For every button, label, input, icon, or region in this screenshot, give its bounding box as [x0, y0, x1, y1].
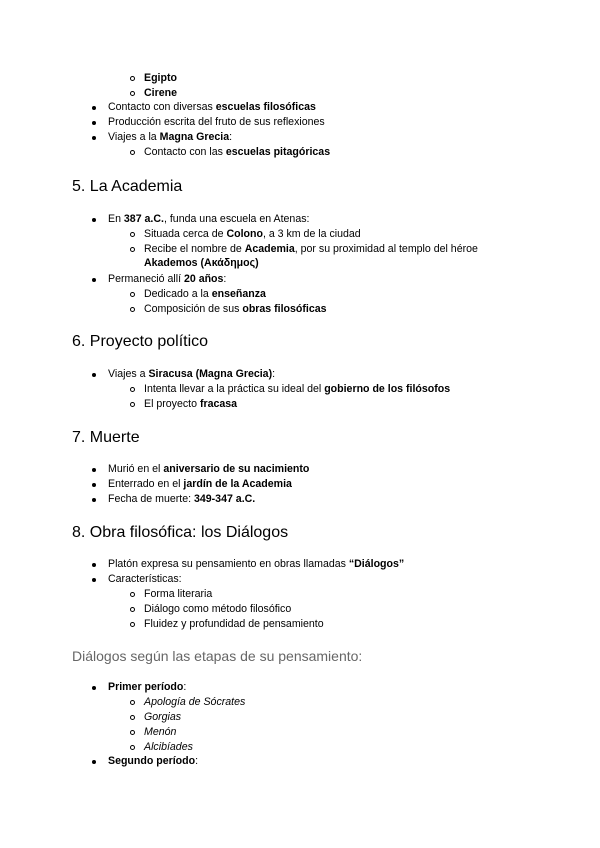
item-bold: Colono	[226, 228, 263, 240]
list-item	[144, 398, 237, 411]
list-item	[144, 726, 176, 739]
list-item	[144, 288, 266, 301]
item-text: Composición de sus	[144, 303, 243, 315]
item-text: Diálogo como método filosófico	[144, 603, 292, 615]
list-item	[108, 681, 186, 694]
list-item	[108, 755, 198, 768]
list-item	[108, 463, 309, 476]
list-item	[144, 603, 291, 616]
list-item	[108, 478, 292, 491]
disc-bullet-icon	[92, 373, 96, 377]
list-item	[108, 131, 232, 144]
item-text: El proyecto	[144, 398, 200, 410]
item-text: Permaneció allí	[108, 273, 184, 285]
item-bold: “Diálogos”	[348, 558, 405, 570]
item-bold: jardín de la Academia	[183, 478, 292, 490]
item-bold: 20 años	[183, 273, 224, 285]
section-heading: 6. Proyecto político	[72, 333, 209, 350]
item-text: , a 3 km de la ciudad	[262, 228, 361, 240]
item-italic: Apología de Sócrates	[144, 696, 246, 708]
list-item	[108, 493, 255, 506]
item-bold: Akademos (Ακάδημος)	[144, 257, 259, 269]
list-item	[108, 558, 404, 571]
item-text: Murió en el	[108, 463, 164, 475]
item-bold: enseñanza	[211, 288, 266, 300]
item-bold: Primer período	[108, 681, 184, 693]
item-text: :	[272, 368, 276, 380]
circle-bullet-icon	[130, 91, 135, 96]
circle-bullet-icon	[130, 607, 135, 612]
list-item	[108, 116, 325, 129]
list-item	[144, 741, 193, 754]
list-item	[108, 101, 316, 114]
circle-bullet-icon	[130, 700, 135, 705]
list-item	[144, 87, 177, 100]
item-bold: Academia	[244, 243, 295, 255]
circle-bullet-icon	[130, 622, 135, 627]
list-item	[108, 273, 226, 286]
item-text: Producción escrita del fruto de sus reflexiones	[108, 116, 325, 128]
disc-bullet-icon	[92, 563, 96, 567]
item-bold: Siracusa (Magna Grecia)	[148, 368, 273, 380]
item-bold: obras filosóficas	[242, 303, 327, 315]
list-item	[144, 696, 245, 709]
item-bold: 349-347 a.C.	[193, 493, 256, 505]
item-text: Enterrado en el	[108, 478, 184, 490]
item-text: Contacto con las	[144, 146, 226, 158]
item-text: Características:	[108, 573, 182, 585]
item-text: :	[229, 131, 233, 143]
item-text: Contacto con diversas	[108, 101, 216, 113]
item-bold: escuelas pitagóricas	[225, 146, 331, 158]
disc-bullet-icon	[92, 468, 96, 472]
item-text: Situada cerca de	[144, 228, 227, 240]
disc-bullet-icon	[92, 578, 96, 582]
item-bold: 387 a.C.	[123, 213, 164, 225]
section-heading: 5. La Academia	[72, 178, 183, 195]
list-item-continuation	[144, 257, 259, 270]
disc-bullet-icon	[92, 136, 96, 140]
list-item	[144, 146, 330, 159]
item-text: Cirene	[144, 87, 177, 99]
disc-bullet-icon	[92, 498, 96, 502]
item-text: Intenta llevar a la práctica su ideal del	[144, 383, 325, 395]
item-italic: Menón	[144, 726, 177, 738]
list-item	[144, 303, 327, 316]
circle-bullet-icon	[130, 76, 135, 81]
disc-bullet-icon	[92, 278, 96, 282]
item-text: Recibe el nombre de	[144, 243, 245, 255]
section-heading: 7. Muerte	[72, 429, 140, 446]
item-text: :	[195, 755, 199, 767]
circle-bullet-icon	[130, 232, 135, 237]
list-item	[144, 243, 478, 256]
circle-bullet-icon	[130, 387, 135, 392]
item-text: , por su proximidad al templo del héroe	[294, 243, 478, 255]
list-item	[144, 228, 361, 241]
item-text: Egipto	[144, 72, 177, 84]
item-bold: Magna Grecia	[159, 131, 230, 143]
disc-bullet-icon	[92, 483, 96, 487]
disc-bullet-icon	[92, 218, 96, 222]
section-heading: 8. Obra filosófica: los Diálogos	[72, 524, 289, 541]
item-text: Viajes a la	[108, 131, 160, 143]
circle-bullet-icon	[130, 715, 135, 720]
list-item	[108, 573, 182, 586]
item-text: Platón expresa su pensamiento en obras llamadas	[108, 558, 349, 570]
disc-bullet-icon	[92, 760, 96, 764]
list-item	[108, 368, 275, 381]
circle-bullet-icon	[130, 592, 135, 597]
list-item	[144, 618, 324, 631]
circle-bullet-icon	[130, 247, 135, 252]
circle-bullet-icon	[130, 730, 135, 735]
item-italic: Alcibíades	[144, 741, 193, 753]
disc-bullet-icon	[92, 686, 96, 690]
item-text: Dedicado a la	[144, 288, 212, 300]
list-item	[144, 72, 177, 85]
circle-bullet-icon	[130, 402, 135, 407]
item-text: En	[108, 213, 124, 225]
item-text: Viajes a	[108, 368, 149, 380]
item-text: Fluidez y profundidad de pensamiento	[144, 618, 324, 630]
disc-bullet-icon	[92, 121, 96, 125]
subsection-heading: Diálogos según las etapas de su pensamiento:	[72, 648, 363, 664]
circle-bullet-icon	[130, 307, 135, 312]
item-text: Fecha de muerte:	[108, 493, 194, 505]
item-text: :	[223, 273, 227, 285]
list-item	[144, 711, 181, 724]
disc-bullet-icon	[92, 106, 96, 110]
item-bold: Segundo período	[108, 755, 196, 767]
item-italic: Gorgias	[144, 711, 182, 723]
list-item	[144, 383, 450, 396]
list-item	[144, 588, 212, 601]
circle-bullet-icon	[130, 745, 135, 750]
circle-bullet-icon	[130, 150, 135, 155]
item-text: Forma literaria	[144, 588, 213, 600]
item-bold: aniversario de su nacimiento	[163, 463, 310, 475]
item-text: :	[183, 681, 187, 693]
list-item	[108, 213, 309, 226]
item-bold: fracasa	[199, 398, 238, 410]
item-bold: escuelas filosóficas	[215, 101, 316, 113]
item-bold: gobierno de los filósofos	[324, 383, 451, 395]
item-text: , funda una escuela en Atenas:	[163, 213, 310, 225]
circle-bullet-icon	[130, 292, 135, 297]
